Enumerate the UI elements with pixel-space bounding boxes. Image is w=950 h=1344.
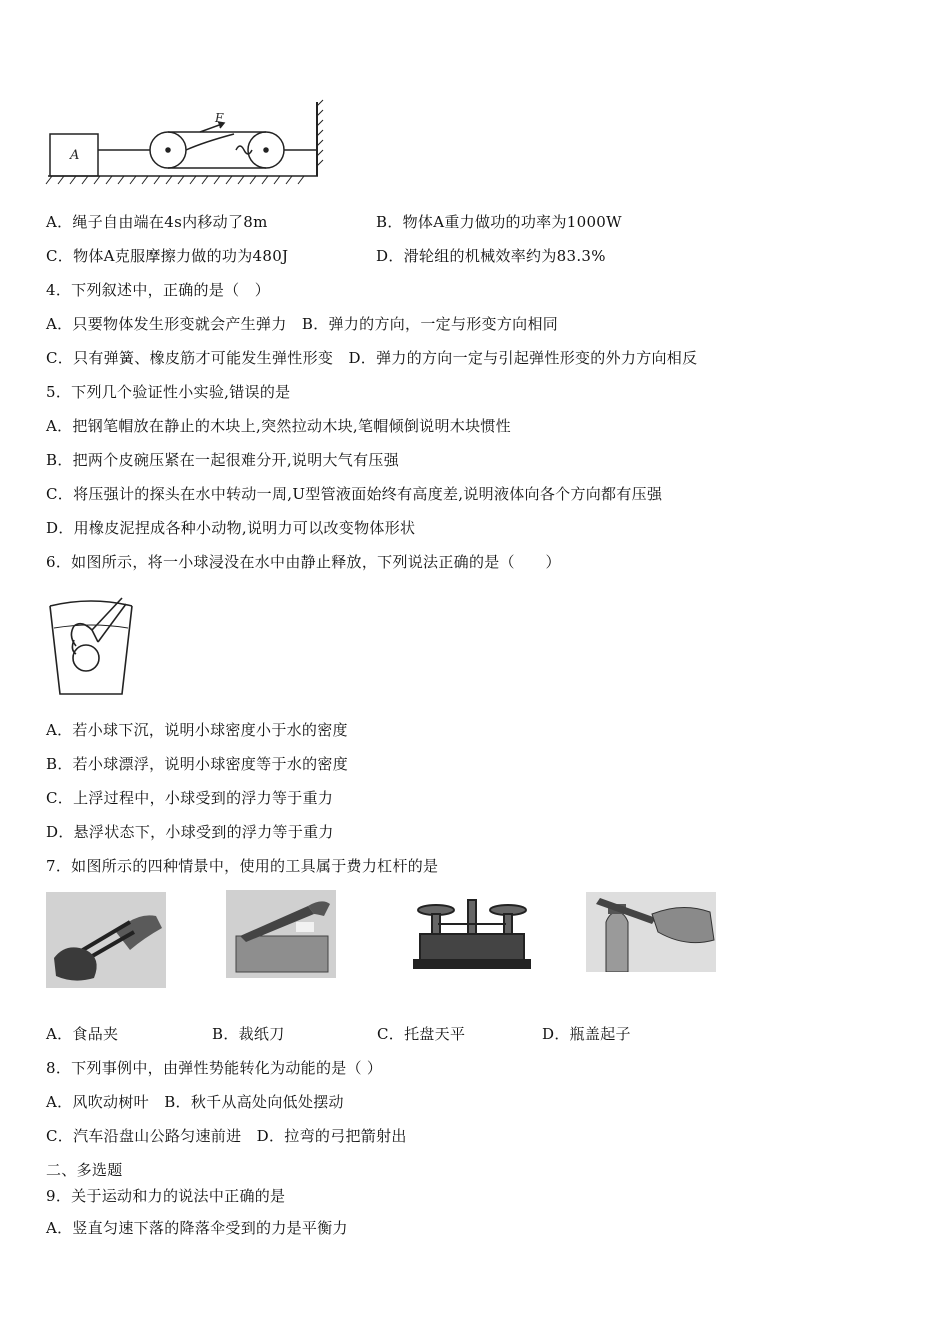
q6-stem: 6．如图所示，将一小球浸没在水中由静止释放，下列说法正确的是（ ） [46,553,561,571]
q3-option-c: C．物体A克服摩擦力做的功为480J [46,247,289,265]
q5-option-a: A．把钢笔帽放在静止的木块上,突然拉动木块,笔帽倾倒说明木块惯性 [46,417,511,435]
paper-cutter-photo [226,890,336,978]
q5-option-b: B．把两个皮碗压紧在一起很难分开,说明大气有压强 [46,451,399,469]
q7-option-c: C．托盘天平 [377,1025,466,1043]
q4-options-line1: A．只要物体发生形变就会产生弹力 B．弹力的方向，一定与形变方向相同 [46,315,559,333]
q3-options-row1 [46,212,622,232]
q4-stem: 4．下列叙述中，正确的是（ ） [46,281,271,299]
q6-option-c: C．上浮过程中，小球受到的浮力等于重力 [46,789,334,807]
q8-options-line1: A．风吹动树叶 B．秋千从高处向低处摆动 [46,1093,344,1111]
force-label: F [215,111,224,125]
q3-options-row2 [46,246,606,266]
q7-option-a: A．食品夹 [46,1025,119,1043]
q7-option-d: D．瓶盖起子 [542,1025,631,1043]
q5-stem: 5．下列几个验证性小实验,错误的是 [46,383,291,401]
q4-options-line2: C．只有弹簧、橡皮筋才可能发生弹性形变 D．弹力的方向一定与引起弹性形变的外力方向相反 [46,349,698,367]
food-tongs-photo [46,892,166,988]
pulley-figure [44,98,324,188]
q6-option-d: D．悬浮状态下，小球受到的浮力等于重力 [46,823,334,841]
q8-options-line2: C．汽车沿盘山公路匀速前进 D．拉弯的弓把箭射出 [46,1127,407,1145]
q3-option-d: D．滑轮组的机械效率约为83.3% [376,247,606,265]
q9-stem: 9．关于运动和力的说法中正确的是 [46,1187,286,1205]
section-title-multiple-choice: 二、多选题 [46,1161,123,1179]
q6-option-a: A．若小球下沉，说明小球密度小于水的密度 [46,721,348,739]
q3-option-a: A．绳子自由端在4s内移动了8m [46,213,268,231]
q9-option-a: A．竖直匀速下落的降落伞受到的力是平衡力 [46,1219,348,1237]
q8-stem: 8．下列事例中，由弹性势能转化为动能的是（ ） [46,1059,383,1077]
q5-option-c: C．将压强计的探头在水中转动一周,U型管液面始终有高度差,说明液体向各个方向都有压强 [46,485,663,503]
q6-option-b: B．若小球漂浮，说明小球密度等于水的密度 [46,755,349,773]
q3-option-b: B．物体A重力做功的功率为1000W [376,213,622,231]
bottle-opener-photo [586,892,716,972]
q7-options-row [46,1024,631,1044]
pan-balance-photo [410,890,534,974]
q5-option-d: D．用橡皮泥捏成各种小动物,说明力可以改变物体形状 [46,519,416,537]
q7-option-b: B．裁纸刀 [212,1025,285,1043]
beaker-ball-figure [46,590,136,700]
block-label: A [70,148,80,163]
q7-stem: 7．如图所示的四种情景中，使用的工具属于费力杠杆的是 [46,857,439,875]
